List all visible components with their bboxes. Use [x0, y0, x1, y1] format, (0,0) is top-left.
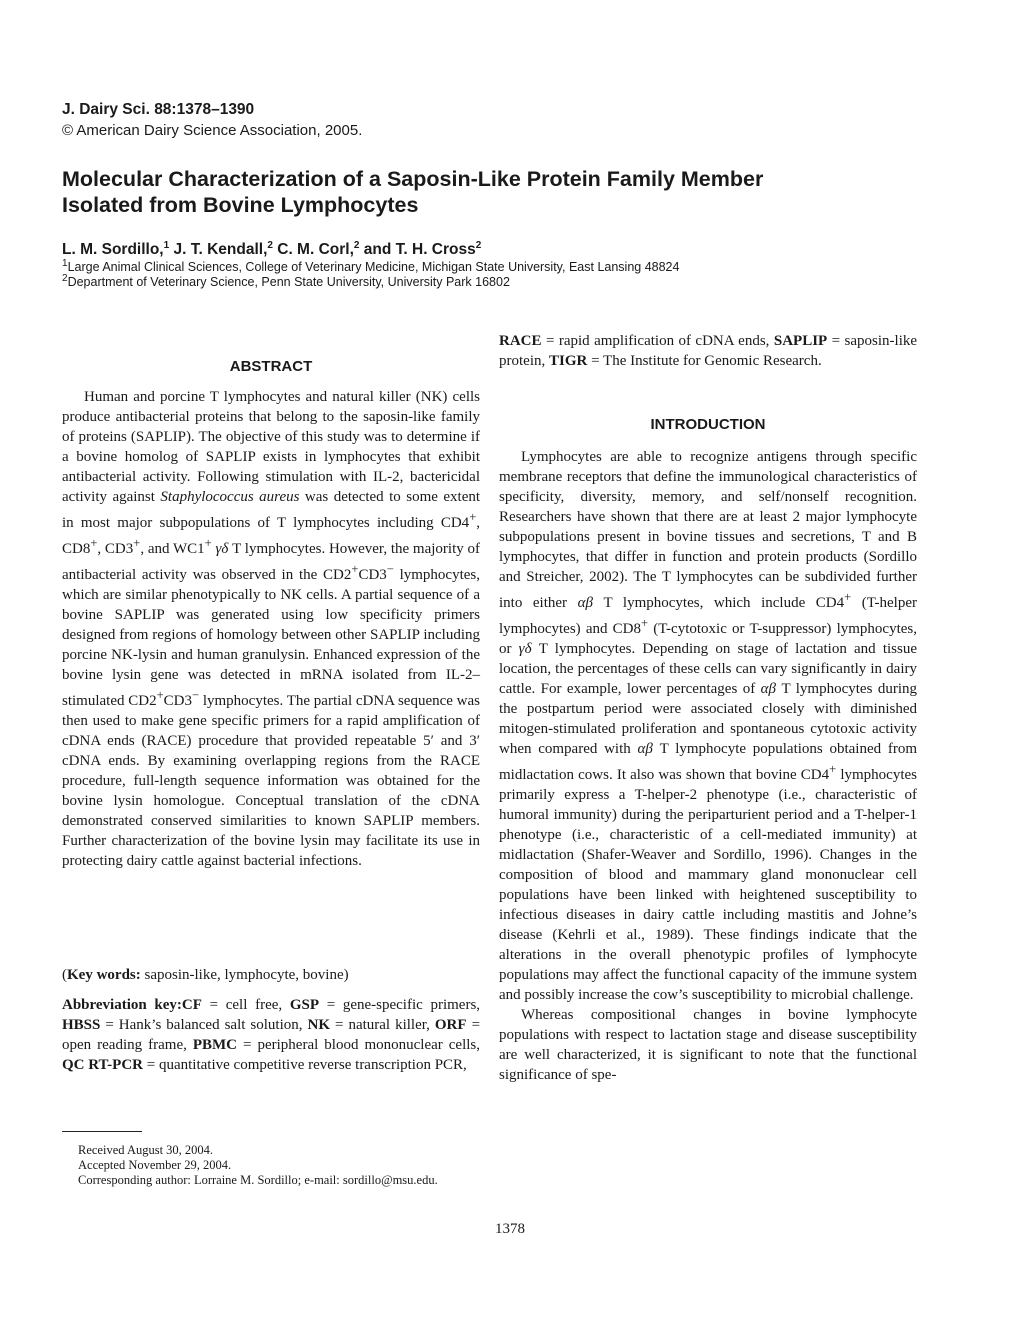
received-date: Received August 30, 2004. — [78, 1143, 214, 1157]
abbreviation-key-continued: RACE = rapid amplification of cDNA ends, SAPLIP = saposin-like protein, TIGR = The Institute for Genomic Research. — [499, 333, 918, 369]
author-name: L. M. Sordillo, — [62, 241, 164, 259]
affiliation: $^2$Department of Veterinary Science, Penn State University, University Park 16802 — [62, 273, 510, 290]
journal-citation: J. Dairy Sci. 88:1378–1390 — [62, 101, 255, 118]
author-name: T. H. Cross — [395, 241, 476, 259]
author-name: J. T. Kendall, — [173, 241, 268, 259]
abstract-heading: ABSTRACT — [229, 358, 313, 375]
page-number: 1378 — [495, 1221, 525, 1237]
author-affiliation-mark: 1 — [163, 240, 170, 251]
abbreviation-key: Abbreviation key:CF = cell free, GSP = gene-specific primers, HBSS = Hank’s balanced salt solution, NK = natural killer, ORF = open reading frame, PBMC = peripheral blood mononuclear cells, QC RT-PCR = quantitative competitive reverse transcription PCR, — [62, 997, 481, 1073]
abstract-body: Human and porcine T lymphocytes and natural killer (NK) cells produce antibacterial proteins that belong to the saposin-like family of proteins (SAPLIP). The objective of this study was to determine if a bovine homolog of SAPLIP exists in lymphocytes that exhibit antibacterial activity. Following stimulation with IL-2, bactericidal activity against Staphylococcus aureus was detected to some extent in most major subpopulations of T lymphocytes including CD4+, CD8+, CD3+, and WC1+ γδ T lymphocytes. However, the majority of antibacterial activity was observed in the CD2+CD3− lymphocytes, which are similar phenotypically to NK cells. A partial sequence of a bovine SAPLIP was generated using low specificity primers designed from regions of homology between other SAPLIP including porcine NK-lysin and human granulysin. Enhanced expression of the bovine lysin gene was detected in mRNA isolated from IL-2–stimulated CD2+CD3− lymphocytes. The partial cDNA sequence was then used to make gene specific primers for a rapid amplification of cDNA ends (RACE) procedure that provided repeatable 5′ and 3′ cDNA ends. By examining overlapping regions from the RACE procedure, full-length sequence information was obtained for the bovine lysin homologue. Conceptual translation of the cDNA demonstrated conserved similarities to known SAPLIP members. Further characterization of the bovine lysin may facilitate its use in protecting dairy cattle against bacterial infections. — [62, 389, 481, 869]
article-title: Molecular Characterization of a Saposin-Like Protein Family Member Isolated from Bovine Lymphocytes — [62, 167, 764, 217]
accepted-date: Accepted November 29, 2004. — [78, 1158, 232, 1172]
author-name: C. M. Corl, — [277, 241, 354, 259]
keywords: (Key words: saposin-like, lymphocyte, bovine) — [62, 967, 349, 983]
author-conjunction: and — [363, 241, 392, 259]
copyright-line: © American Dairy Science Association, 2005. — [62, 122, 363, 139]
author-affiliation-mark: 2 — [475, 240, 482, 251]
introduction-heading: INTRODUCTION — [650, 416, 766, 433]
corresponding-author: Corresponding author: Lorraine M. Sordillo; e-mail: sordillo@msu.edu. — [78, 1173, 438, 1187]
introduction-body: Lymphocytes are able to recognize antigens through specific membrane receptors that define the immunological characteristics of specificity, diversity, memory, and self/nonself recognition. Researchers have shown that there are at least 2 major lymphocyte subpopulations present in bovine tissues and secretions, T and B lymphocytes, that differ in function and protein products (Sordillo and Streicher, 2002). The T lymphocytes can be subdivided further into either αβ T lymphocytes, which include CD4+ (T-helper lymphocytes) and CD8+ (T-cytotoxic or T-suppressor) lymphocytes, or γδ T lymphocytes. Depending on stage of lactation and tissue location, the percentages of these cells can vary significantly in dairy cattle. For example, lower percentages of αβ T lymphocytes during the postpartum period were associated closely with diminished mitogen-stimulated proliferation and spontaneous cytotoxic activity when compared with αβ T lymphocyte populations obtained from midlactation cows. It also was shown that bovine CD4+ lymphocytes primarily express a T-helper-2 phenotype (i.e., characteristic of humoral immunity) during the periparturient period and a T-helper-1 phenotype (i.e., characteristic of a cell-mediated immunity) at midlactation (Shafer-Weaver and Sordillo, 1996). Changes in the composition of blood and mammary gland mononuclear cell populations have been linked with heightened susceptibility to infectious diseases in dairy cattle including mastitis and Johne’s disease (Kehrli et al., 1989). These findings indicate that the alterations in the overall phenotypic profiles of lymphocyte populations may affect the functional capacity of the immune system and possibly increase the cow’s susceptibility to microbial challenge. Whereas compositional changes in bovine lymphocyte populations with respect to lactation stage and disease susceptibility are well characterized, it is significant to note that the functional significance of spe- — [499, 449, 918, 1083]
affiliation: $^1$Large Animal Clinical Sciences, College of Veterinary Medicine, Michigan State University, East Lansing 48824 — [62, 258, 680, 275]
author-affiliation-mark: 2 — [267, 240, 273, 251]
author-affiliation-mark: 2 — [353, 240, 360, 251]
footnote-rule — [62, 1131, 142, 1132]
footnotes — [62, 1143, 480, 1188]
